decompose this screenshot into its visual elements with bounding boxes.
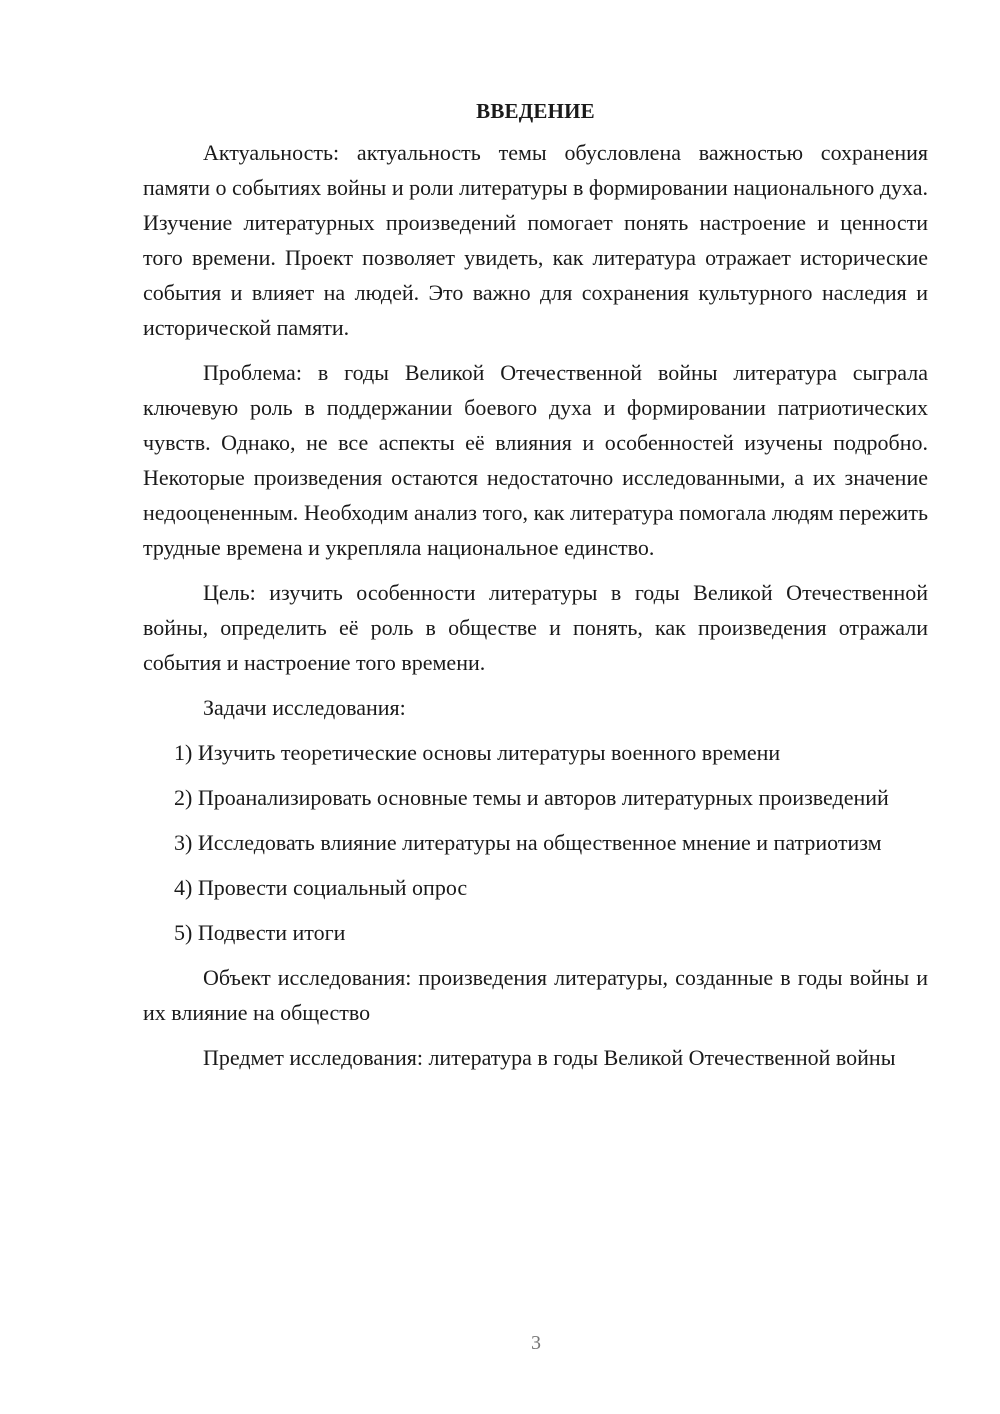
relevance-paragraph: Актуальность: актуальность темы обусловлена важностью сохранения памяти о событиях войны и роли литературы в формировании национального духа. Изучение литературных произведений помогает понять настроение и ценности того времени. Проект позволяет увидеть, как литература отражает исторические события и влияет на людей. Это важно для сохранения культурного наследия и исторической памяти. [143, 140, 928, 340]
list-item: 2) Проанализировать основные темы и авторов литературных произведений [174, 785, 889, 810]
list-item: 1) Изучить теоретические основы литературы военного времени [174, 740, 781, 765]
list-item: 3) Исследовать влияние литературы на общественное мнение и патриотизм [174, 830, 882, 855]
page-title: ВВЕДЕНИЕ [476, 99, 595, 123]
object-paragraph: Объект исследования: произведения литературы, созданные в годы войны и их влияние на общество [143, 965, 928, 1025]
problem-paragraph: Проблема: в годы Великой Отечественной войны литература сыграла ключевую роль в поддержании боевого духа и формировании патриотических чувств. Однако, не все аспекты её влияния и особенностей изучены подробно. Некоторые произведения остаются недостаточно исследованными, а их значение недооцененным. Необходим анализ того, как литература помогала людям пережить трудные времена и укрепляла национальное единство. [143, 360, 928, 560]
list-item: 4) Провести социальный опрос [174, 875, 468, 900]
tasks-list [143, 735, 928, 950]
list-item: 5) Подвести итоги [174, 920, 346, 945]
subject-paragraph: Предмет исследования: литература в годы Великой Отечественной войны [203, 1045, 896, 1070]
document-page [143, 94, 928, 1085]
page-number: 3 [531, 1332, 541, 1354]
goal-paragraph: Цель: изучить особенности литературы в годы Великой Отечественной войны, определить её роль в обществе и понять, как произведения отражали события и настроение того времени. [143, 580, 928, 675]
tasks-heading: Задачи исследования: [203, 695, 406, 720]
